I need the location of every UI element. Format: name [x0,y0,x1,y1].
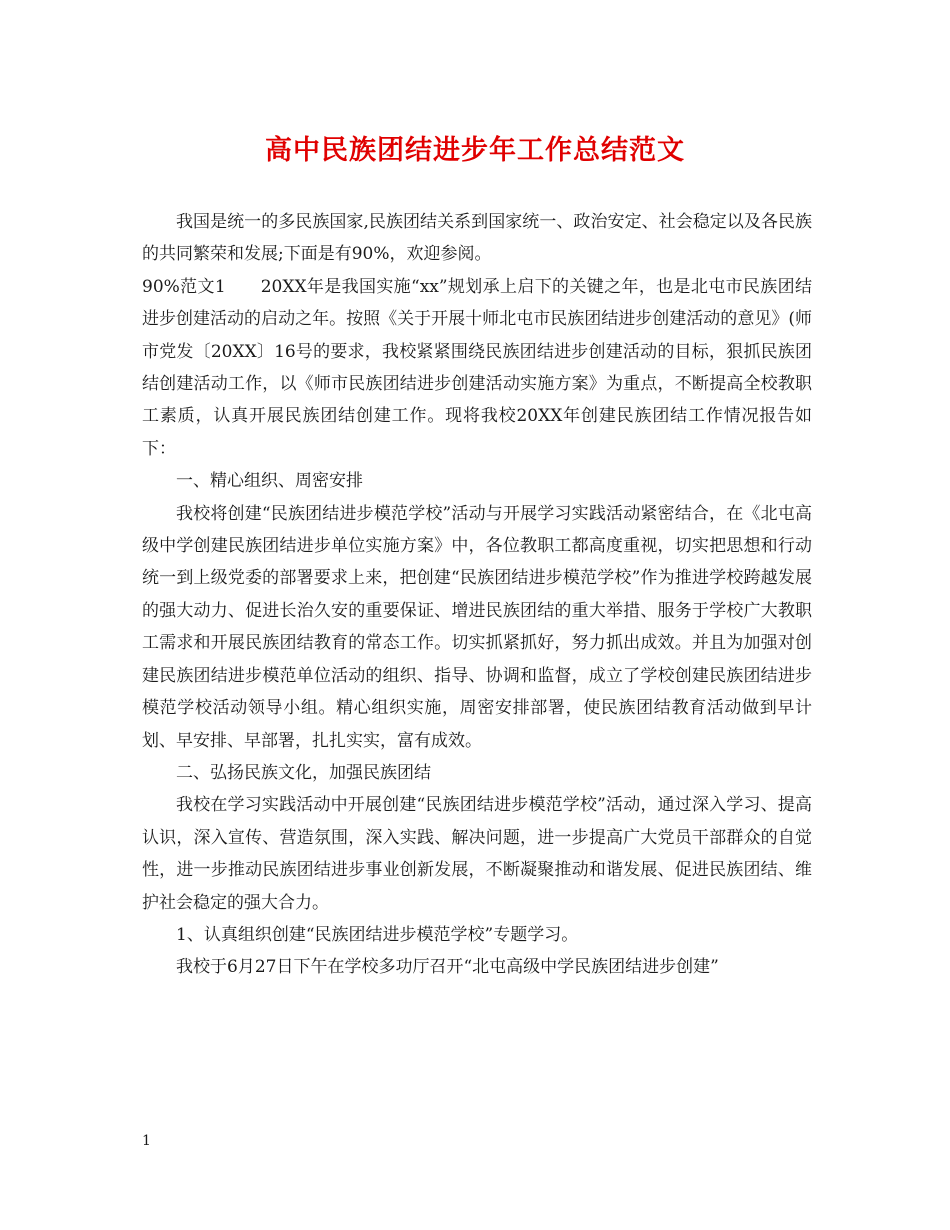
paragraph-subsection-1: 我校于6月27日下午在学校多功厅召开“北屯高级中学民族团结进步创建” [176,957,719,978]
document-title: 高中民族团结进步年工作总结范文 [265,135,685,166]
paragraph-sample-1: 90%范文1 20XX年是我国实施“xx”规划承上启下的关键之年，也是北屯市民族团结进步创建活动的启动之年。按照《关于开展十师北屯市民族团结进步创建活动的意见》(师市党发〔20XX〕16号的要求，我校紧紧围绕民族团结进步创建活动的目标，狠抓民族团结创建活动工作，以《师市民族团结进步创建活动实施方案》为重点，不断提高全校教职工素质，认真开展民族团结创建工作。现将我校20XX年创建民族团结工作情况报告如下： [142,276,812,459]
document-body [142,206,812,984]
section-heading-1: 一、精心组织、周密安排 [176,471,363,492]
section-heading-2: 二、弘扬民族文化，加强民族团结 [176,762,431,783]
paragraph-section-2: 我校在学习实践活动中开展创建“民族团结进步模范学校”活动，通过深入学习、提高认识，深入宣传、营造氛围，深入实践、解决问题，进一步提高广大党员干部群众的自觉性，进一步推动民族团结进步事业创新发展，不断凝聚推动和谐发展、促进民族团结、维护社会稳定的强大合力。 [142,795,812,913]
page-number: 1 [142,1133,151,1149]
paragraph-section-1: 我校将创建“民族团结进步模范学校”活动与开展学习实践活动紧密结合，在《北屯高级中学创建民族团结进步单位实施方案》中，各位教职工都高度重视，切实把思想和行动统一到上级党委的部署要求上来，把创建“民族团结进步模范学校”作为推进学校跨越发展的强大动力、促进长治久安的重要保证、增进民族团结的重大举措、服务于学校广大教职工需求和开展民族团结教育的常态工作。切实抓紧抓好，努力抓出成效。并且为加强对创建民族团结进步模范单位活动的组织、指导、协调和监督，成立了学校创建民族团结进步模范学校活动领导小组。精心组织实施，周密安排部署，使民族团结教育活动做到早计划、早安排、早部署，扎扎实实，富有成效。 [142,503,812,751]
paragraph-intro: 我国是统一的多民族国家,民族团结关系到国家统一、政治安定、社会稳定以及各民族的共同繁荣和发展;下面是有90%，欢迎参阅。 [142,212,812,265]
subsection-heading-1: 1、认真组织创建“民族团结进步模范学校”专题学习。 [176,924,579,945]
